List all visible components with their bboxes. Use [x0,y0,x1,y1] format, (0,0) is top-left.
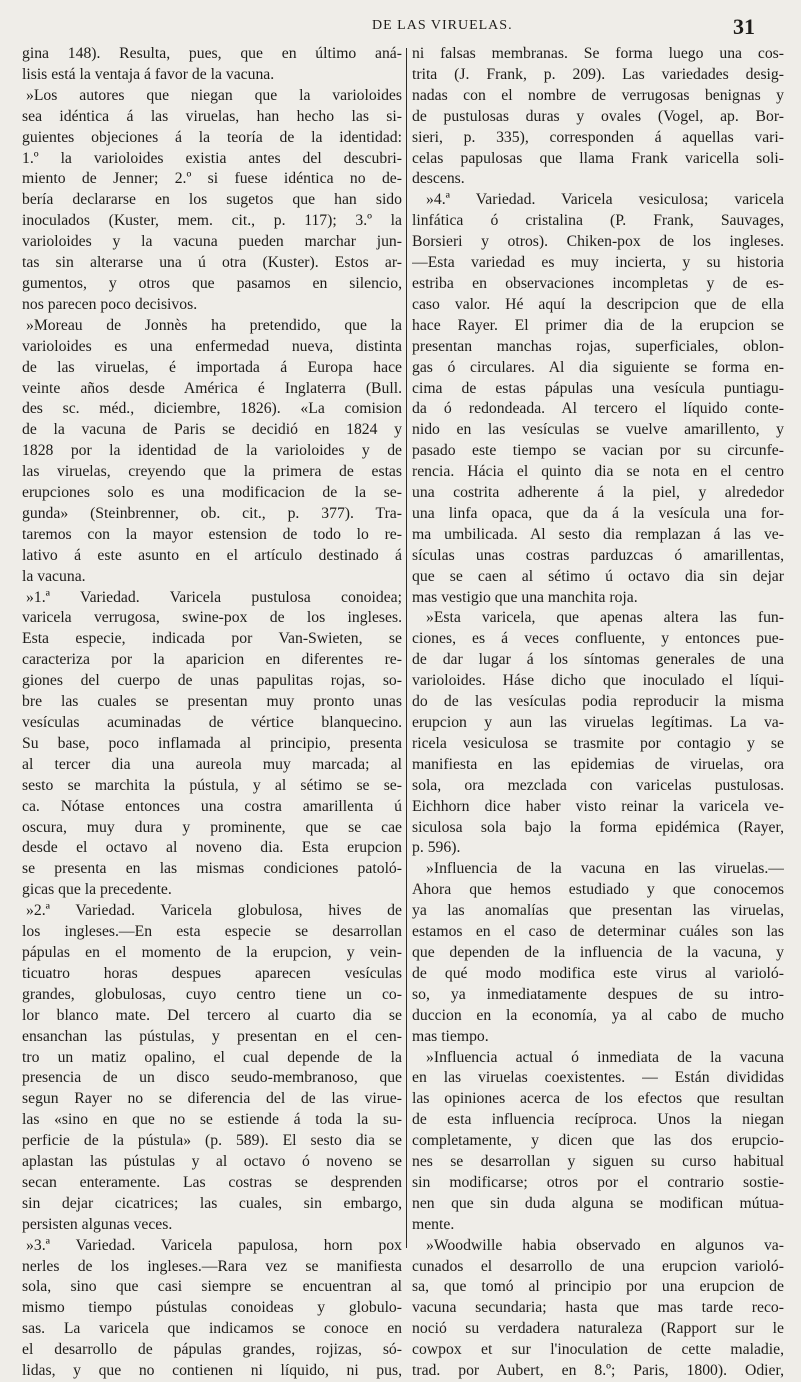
text-line: inoculados (Kuster, mem. cit., p. 117); 3.º la [22,212,402,230]
column-divider [406,48,407,1248]
text-line: de dar lugar á los síntomas generales de una [412,651,784,669]
text-line: caso valor. Hé aquí la descripcion que de ella [412,295,784,313]
text-line: varioloides y la vacuna pueden marchar jun- [22,233,402,251]
text-line: veinte años desde América é Inglaterra (Bull. [22,379,402,397]
text-line: so, ya inmediatamente despues de su intro- [412,985,784,1003]
text-line: nos parecen poco decisivos. [22,295,198,313]
text-line: lisis está la ventaja á favor de la vacuna. [22,65,275,83]
text-line: las viruelas, creyendo que la primera de estas [22,463,402,481]
text-line: »3.ª Variedad. Varicela papulosa, horn pox [26,1236,402,1254]
text-line: tas sin alterarse una ú otra (Kuster). Estos ar- [22,254,402,272]
text-line: Borsieri y otros). Chiken-pox de los ingleses. [412,233,784,251]
text-line: presentan manchas rojas, superficiales, oblon- [412,337,784,355]
text-line: Eichhorn dice haber visto reinar la varicela ve- [412,797,784,815]
page-header [0,14,801,38]
text-line: »Esta varicela, que apenas altera las fun- [426,609,784,627]
text-line: gina 148). Resulta, pues, que en último aná- [22,45,402,62]
text-line: ma umbilicada. Al sesto dia remplazan á las ve- [412,525,784,543]
text-line: ya las anomalías que presentan las viruelas, [412,902,784,920]
text-line: sola, ora mezclada con varicelas pustulosas. [412,776,784,794]
right-column [412,44,784,1382]
text-line: gunda» (Steinbrenner, ob. cit., p. 377). Tra- [22,504,402,522]
text-line: »1.ª Variedad. Varicela pustulosa conoidea; [26,588,402,606]
text-line: lativo á este asunto en el artículo destinado á [22,546,402,564]
text-line: nerles de los ingleses.—Rara vez se manifiesta [22,1257,402,1275]
text-line: bre las cuales se presentan muy pronto unas [22,693,402,711]
text-line: sea idéntica á las viruelas, han hecho las si- [22,107,402,125]
text-line: cima de estas pápulas una vesícula puntiagu- [412,379,784,397]
text-line: Ahora que hemos estudiado y que conocemos [412,881,784,899]
text-line: »4.ª Variedad. Varicela vesiculosa; varicela [426,191,784,209]
text-line: manifiesta en las epidemias de viruelas, ora [412,755,784,773]
text-line: secan enteramente. Las costras se desprenden [22,1173,402,1191]
text-line: ni falsas membranas. Se forma luego una cos- [412,45,784,62]
text-line: trad. por Aubert, en 8.º; Paris, 1800). Odier, [412,1362,784,1380]
text-line: pasado este tiempo se vacian por su circunfe- [412,442,784,460]
text-line: los ingleses.—En esta especie se desarrollan [22,923,402,941]
text-line: mas vestigio que una manchita roja. [412,588,638,606]
text-line: cowpox et sur l'inoculation de cette maladie, [412,1341,784,1359]
text-line: bería declararse en los sugetos que han sido [22,191,402,209]
text-line: de las viruelas, é importada á Europa hace [22,358,402,376]
text-line: sieri, p. 335), corresponden á aquellas vari- [412,128,784,146]
text-line: hace Rayer. El primer dia de la erupcion se [412,316,784,334]
text-line: vesículas acuminadas de vértice blanquecino. [22,714,402,731]
text-line: trita (J. Frank, p. 209). Las variedades desig- [412,65,784,83]
text-line: aplastan las pústulas y al octavo ó noveno se [22,1153,402,1171]
text-line: pápulas en el momento de la erupcion, y vein- [22,943,402,961]
text-line: las opiniones acerca de los efectos que resultan [412,1090,784,1108]
text-line: guientes objeciones á la teoría de la identidad: [22,128,402,146]
text-line: ricela vesiculosa se trasmite por contagio y se [412,734,784,752]
text-line: grandes, globulosas, cuyo centro tiene un co- [22,985,402,1003]
text-line: se presenta en las mismas condiciones patoló- [22,860,402,878]
text-line: lidas, y que no contienen ni líquido, ni pus, [22,1362,402,1380]
text-line: desde el octavo al noveno dia. Esta erupcion [22,839,402,857]
text-line: do de las vesículas podia reproducir la misma [412,693,784,711]
text-line: 1828 por la identidad de la varioloides y de [22,442,402,460]
text-line: ticuatro horas despues aparecen vesículas [22,964,402,982]
text-line: nadas con el nombre de verrugosas benignas y [412,86,784,104]
text-line: perficie de la pústula» (p. 589). El sesto dia se [22,1132,402,1150]
text-line: la vacuna. [22,567,86,585]
text-line: segun Rayer no se diferencia del de las virue- [22,1090,402,1108]
text-line: noció su verdadera naturaleza (Rapport sur le [412,1320,784,1338]
text-line: de la vacuna de Paris se decidió en 1824 y [22,421,402,439]
text-line: varioloides es una enfermedad nueva, distinta [22,337,402,355]
text-line: descens. [412,170,465,188]
text-line: al tercer dia una aureola muy marcada; al [22,755,402,773]
text-line: miento de Jenner; 2.º si fuese idéntica no de- [22,170,402,188]
running-head: DE LAS VIRUELAS. [372,18,513,33]
text-line: taremos con la mayor estension de todo lo re- [22,525,402,543]
text-line: linfática ó cristalina (P. Frank, Sauvages, [412,212,784,230]
text-line: nido en las vesículas se vuelve amarillento, y [412,421,784,439]
text-line: una costrita adherente á la piel, y alrededor [412,484,784,502]
text-line: »Influencia de la vacuna en las viruelas.— [426,860,784,878]
text-line: p. 596). [412,839,461,857]
text-line: las «sino en que no se estiende á toda la su- [22,1111,402,1129]
text-line: el desarrollo de pápulas grandes, rojizas, só- [22,1341,402,1359]
text-line: oscura, muy dura y prominente, que se cae [22,818,402,836]
text-line: varicela verrugosa, swine-pox de los ingleses. [22,609,402,627]
text-line: sin modificarse; otros por el contrario sostie- [412,1173,784,1191]
text-line: 1.º la varioloides existia antes del descubri- [22,149,402,167]
left-column [22,44,402,1382]
text-line: —Esta variedad es muy incierta, y su historia [412,254,784,272]
text-line: gicas que la precedente. [22,881,172,899]
text-line: duccion en la economía, ya al cabo de mucho [412,1006,784,1024]
text-line: »Moreau de Jonnès ha pretendido, que la [26,316,402,334]
text-line: que dependen de la influencia de la vacuna, y [412,943,784,961]
text-line: de qué modo modifica este virus al varioló- [412,964,784,982]
text-line: mismo tiempo pústulas conoideas y globulo- [22,1299,402,1317]
text-line: sa, que tomó al principio por una erupcion de [412,1278,784,1296]
text-line: des sc. méd., diciembre, 1826). «La comision [22,400,402,418]
text-line: »Los autores que niegan que la varioloides [26,86,402,104]
text-line: da ó redondeada. Al tercero el líquido conte- [412,400,784,418]
text-line: ensanchan las pústulas, y presentan en el cen- [22,1027,402,1045]
text-line: tro un matiz opalino, el cual depende de la [22,1048,402,1066]
text-line: vacuna secundaria; hasta que mas tarde reco- [412,1299,784,1317]
text-line: ca. Nótase entonces una costra amarillenta ú [22,797,402,815]
text-line: mas tiempo. [412,1027,489,1045]
text-line: estriba en observaciones incompletas y de es- [412,274,784,292]
text-line: »Influencia actual ó inmediata de la vacuna [426,1048,784,1066]
text-line: de esta influencia recíproca. Unos la niegan [412,1111,784,1129]
text-line: caracteriza por la aparicion en diferentes re- [22,651,402,669]
text-line: sesto se marchita la pústula, y al sétimo se se- [22,776,402,794]
text-line: Su base, poco inflamada al principio, presenta [22,734,402,752]
text-line: lor blanco mate. Del tercero al cuarto dia se [22,1006,402,1024]
text-line: sin dejar cicatrices; las cuales, sin embargo, [22,1194,402,1212]
text-line: gas ó circulares. Al dia siguiente se forma en- [412,358,784,376]
text-line: celas papulosas que llama Frank varicella soli- [412,149,784,167]
text-line: erupciones solo es una modificacion de la se- [22,484,402,502]
text-line: ciones, es á veces confluente, y entonces pue- [412,630,784,648]
text-line: »2.ª Variedad. Varicela globulosa, hives de [26,902,402,920]
text-line: rencia. Hácia el quinto dia se nota en el centro [412,463,784,481]
text-line: presencia de un disco seudo-membranoso, que [22,1069,402,1087]
text-line: gumentos, y otros que pasamos en silencio, [22,274,402,292]
text-line: Esta especie, indicada por Van-Swieten, se [22,630,402,648]
text-line: nen que sin duda alguna se modifican mútua- [412,1194,784,1212]
text-line: »Woodwille habia observado en algunos va- [426,1236,784,1254]
text-line: persisten algunas veces. [22,1215,173,1233]
text-line: siculosa sola bajo la forma epidémica (Rayer, [412,818,784,836]
text-line: completamente, y dicen que las dos erupcio- [412,1132,784,1150]
text-line: sas. La varicela que indicamos se conoce en [22,1320,402,1338]
text-line: cunados el desarrollo de una erupcion varioló- [412,1257,784,1275]
text-line: mente. [412,1215,455,1233]
text-line: sículas unas costras parduzcas ó amarillentas, [412,546,784,564]
page-number: 31 [733,14,755,39]
text-line: varioloides. Háse dicho que inoculado el líqui- [412,672,784,690]
text-line: de pustulosas duras y ovales (Vogel, ap. Bor- [412,107,784,125]
text-line: erupcion y aun las viruelas legítimas. La va- [412,714,784,731]
text-line: en las viruelas coexistentes. — Están divididas [412,1069,784,1087]
text-line: una linfa opaca, que da á la vesícula una for- [412,504,784,522]
text-line: estamos en el caso de determinar cuáles son las [412,923,784,941]
text-line: giones del cuerpo de unas papulitas rojas, so- [22,672,402,690]
text-line: que se caen al sétimo ú octavo dia sin dejar [412,567,784,585]
text-line: sola, sino que casi siempre se encuentran al [22,1278,402,1296]
text-line: nes se desarrollan y siguen su curso habitual [412,1153,784,1171]
